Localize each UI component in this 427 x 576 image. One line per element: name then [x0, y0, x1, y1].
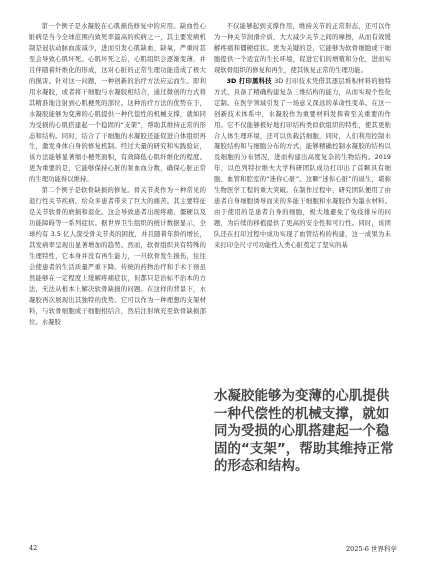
- section-heading-3d-printing: 3D 打印黑科技: [226, 77, 272, 85]
- left-column: [29, 22, 206, 329]
- paragraph-cartilage-repair: 第二个例子是软骨缺损的修复。骨关节炎作为一种常见的退行性关节疾病，给众多患者带来了巨大的痛苦。其主要特征是关节软骨的磨损和退化。这会导致患者出现疼痛、僵硬以及功能障碍等一系列症状。据世界卫生组织的统计数据显示，全球约有 3.5 亿人深受骨关节炎的困扰，并且随着年龄的增长，其发病率呈现出显著增加的趋势。然而，软骨组织具有特殊的生理特性，它本身并没有再生能力，一旦软骨发生损伤，往往会使患者的生活质量严重下降。传统的药物治疗和手术干预虽然能够在一定程度上缓解疼痛症状，但都只是治标不治本的方法，无法从根本上解决软骨缺损的问题。在这样的背景下，水凝胶再次展现出其独特的优势。它可以作为一种理想的支架材料，与软骨细胞或干细胞相结合，然后注射填充至软骨缺损部位。水凝胶: [29, 187, 206, 326]
- right-column: [214, 22, 391, 252]
- issue-label: 2025-6 世界科学: [346, 545, 397, 553]
- paragraph-myocardial-repair: 第一个例子是水凝胶在心肌损伤修复中的应用。缺血性心脏病是当今全球范围内致死率最高的疾病之一，其主要发病机制是冠状动脉血流减少，进而引发心肌缺血、缺氧，严重时甚至会导致心肌坏死。心肌坏死之后，心肌组织会逐渐变薄，并且伴随着纤维化的形成，这对心脏的正常生理功能造成了极大的损害。针对这一问题，一种创新的治疗方法应运而生。即利用水凝胶，或者将干细胞与水凝胶相结合，通过微创的方式将其精准地注射到心肌梗死的部位。这种治疗方法的优势在于，水凝胶能够为变薄的心肌提供一种代偿性的机械支撑，就如同为受损的心肌搭建起一个稳固的“支架”，帮助其维持正常的形态和结构。同时，结合了干细胞的水凝胶还能促进自体组织再生，激发身体自身的修复机制。经过大量的研究和实践验证，该方法能够显著缩小梗死面积，有效降低心肌纤维化的程度。更为重要的是，它能够保持心脏的泵血血分数，确保心脏正常的生理功能得以维持。: [29, 23, 206, 184]
- paragraph-cartilage-continued: 不仅能够起到支撑作用，维持关节的正常形态，还可以作为一种关节润滑介质，大大减少关节之间的摩擦，从而有效缓解疼痛和僵硬症状。更为关键的是，它能够为软骨细胞或干细胞提供一个适宜的生长环境，促进它们的增殖和分化，进而实现软骨组织的修复和再生，使其恢复正常的生理功能。: [214, 23, 391, 74]
- paragraph-3d-printing: [214, 77, 391, 252]
- pull-quote: 水凝胶能够为变薄的心肌提供一种代偿性的机械支撑，就如同为受损的心肌搭建起一个稳固的“支架”，帮助其维持正常的形态和结构。: [214, 389, 394, 475]
- page-number: 42: [29, 544, 38, 552]
- paragraph-3d-printing-body: 3D 打印技术凭借其逐层堆积材料的独特方式，具备了精确构建复杂三维结构的能力，从而实现个性化定制。在医学领域引发了一场意义深远的革命性变革。在这一创新技术体系中，水凝胶作为重要材料发挥着至关重要的作用。它不仅能够极好地打印结构类似软组织的特性，使其更贴合人体生理环境，还可以负载活细胞，同时，人们利用控制水凝胶结构和与细胞分布的方式，能够精确控制水凝胶的结构以及细胞的分布情况，进而构建出高度复杂的生物结构。2019 年，以色列特拉维夫大学科研团队成功打印出了首颗具有细胞、血管和腔室的“迷你心脏”。这颗“迷你心脏”的诞生，堪称生物医学工程的重大突破。在制作过程中，研究团队便用了由患者自身细胞诱导而来的多能干细胞和水凝胶作为墨水材料。由于使用的是患者自身的细胞，极大地避免了免疫排斥的问题，为后续的移植提供了更高的安全性和可行性。同时，该团队还在打印过程中成功实现了血管结构的构建，这一成果为未来打印全尺寸可功能性人类心脏奠定了坚实的基: [214, 77, 391, 250]
